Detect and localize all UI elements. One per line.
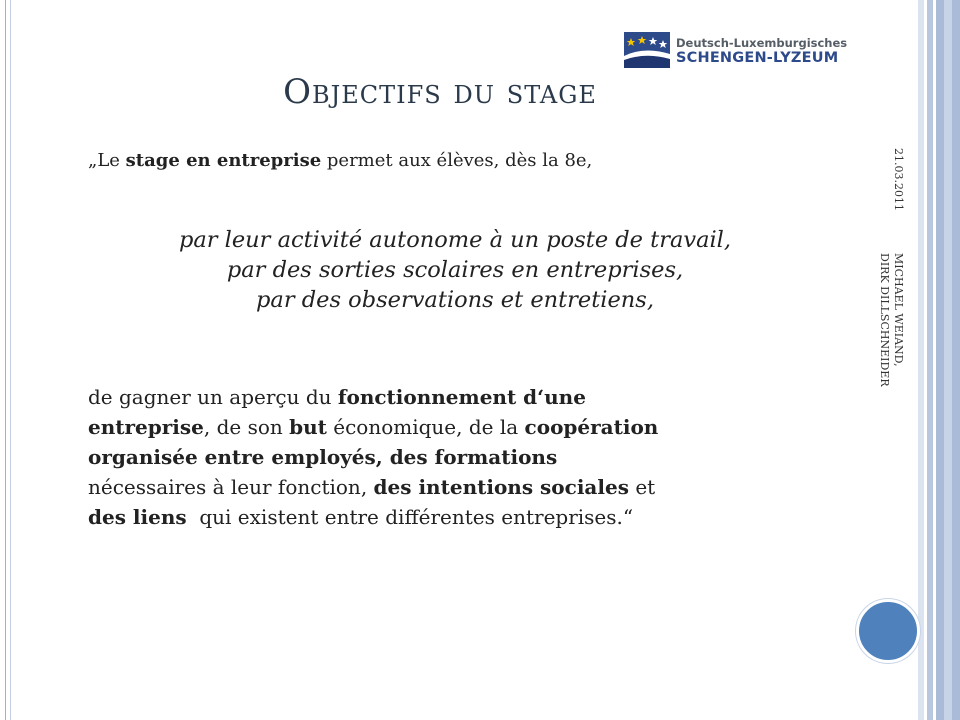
bold-segment: fonctionnement d‘une	[337, 385, 586, 409]
paragraph-row-3	[88, 442, 828, 472]
bold-segment: entreprise	[88, 415, 204, 439]
bold-segment: coopération	[524, 415, 659, 439]
italic-list	[60, 225, 850, 315]
italic-line-1: par leur activité autonome à un poste de travail,	[178, 227, 732, 253]
logo-line-1: Deutsch-Luxemburgisches	[676, 36, 848, 50]
bold-segment: des intentions sociales	[373, 475, 629, 499]
intro-bold: stage en entreprise	[125, 150, 322, 171]
paragraph-row-5	[88, 502, 828, 532]
side-author-1: MICHAEL WEIAND,	[892, 253, 905, 367]
paragraph-row-1	[88, 382, 828, 412]
text-segment: , de son	[203, 415, 290, 439]
intro-prefix: „Le	[88, 150, 126, 171]
side-info	[868, 148, 912, 468]
slide-title: Objectifs du stage	[283, 72, 597, 112]
right-bar-highlight	[944, 0, 952, 720]
main-paragraph	[88, 382, 828, 532]
text-segment: économique, de la	[326, 415, 525, 439]
bold-segment: organisée entre employés, des formations	[88, 445, 558, 469]
text-segment: nécessaires à leur fonction,	[88, 475, 374, 499]
eu-flag-icon	[624, 32, 670, 68]
text-segment: et	[628, 475, 656, 499]
logo-line-2: SCHENGEN-LYZEUM	[676, 50, 839, 66]
italic-line-3: par des observations et entretiens,	[256, 287, 654, 313]
side-date: 21.03.2011	[892, 148, 905, 211]
decorative-circle	[856, 599, 920, 663]
bold-segment: des liens	[88, 505, 187, 529]
intro-line	[88, 150, 592, 171]
paragraph-row-4	[88, 472, 828, 502]
intro-suffix: permet aux élèves, dès la 8e,	[321, 150, 593, 171]
school-logo	[624, 30, 848, 70]
italic-line-2: par des sorties scolaires en entreprises,	[226, 257, 684, 283]
text-segment: qui existent entre différentes entreprises.“	[186, 505, 634, 529]
bold-segment: but	[289, 415, 327, 439]
text-segment: de gagner un aperçu du	[88, 385, 338, 409]
side-author-2: DIRK DILLSCHNEIDER	[878, 253, 891, 387]
paragraph-row-2	[88, 412, 828, 442]
